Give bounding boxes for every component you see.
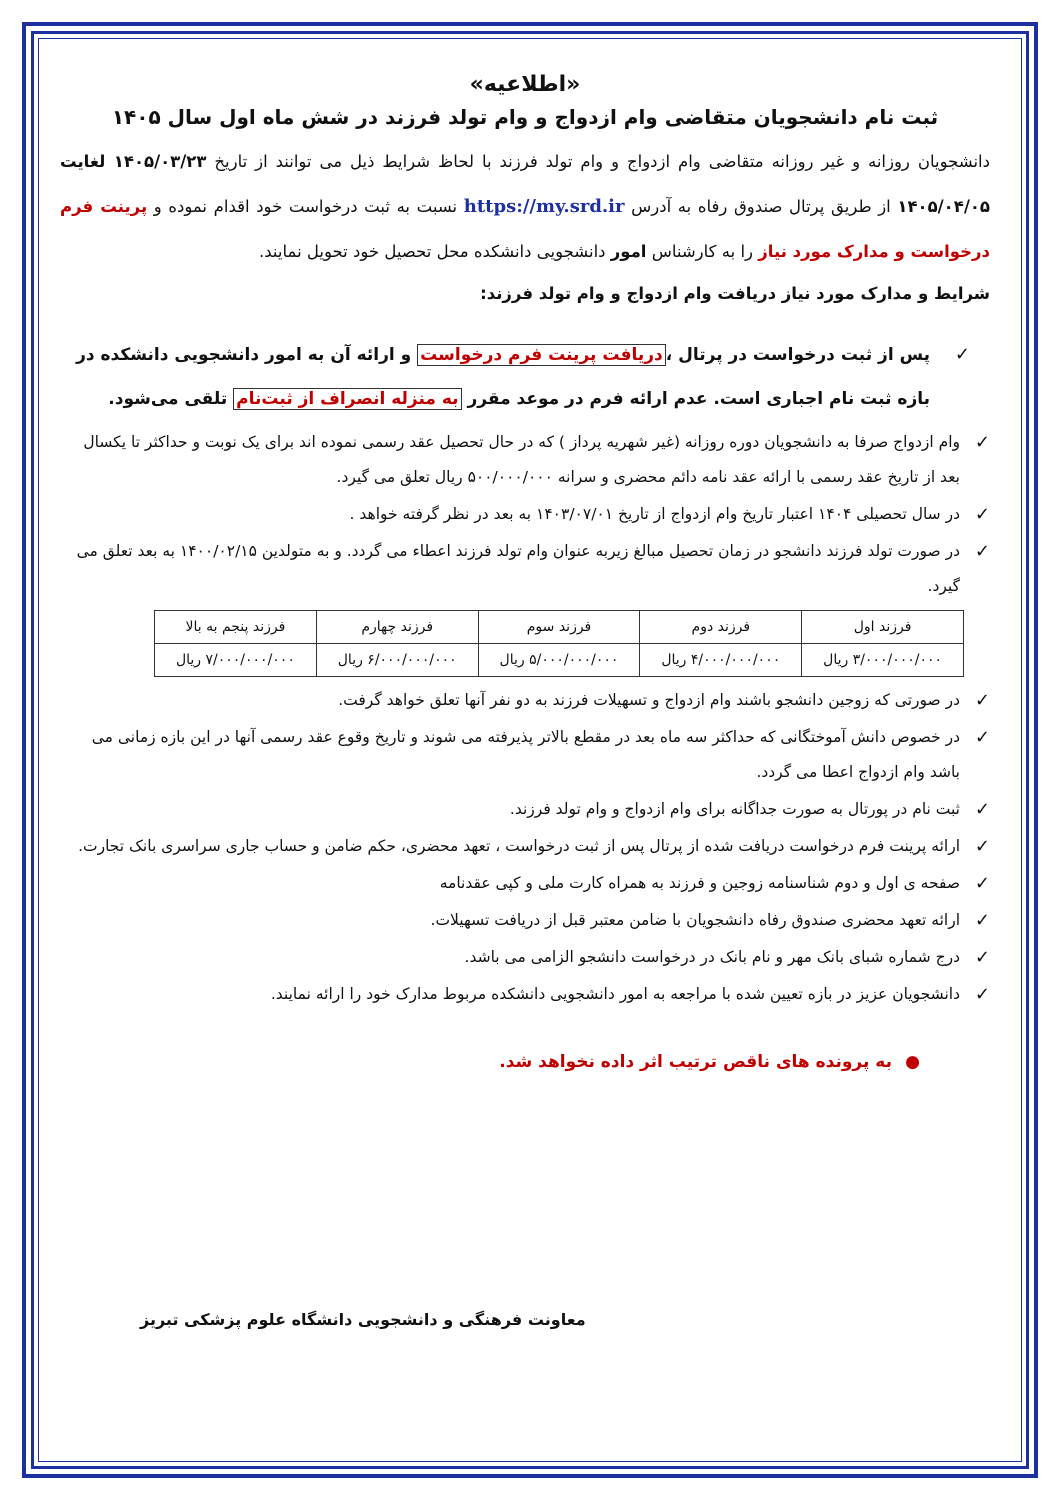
item12-text: دانشجویان عزیز در بازه تعیین شده با مراجعه به امور دانشجویی دانشکده مربوط مدارک خود را ارائه نمایند. [270, 985, 960, 1003]
list-item [60, 497, 990, 532]
list-item [60, 333, 990, 421]
table-row [155, 644, 964, 677]
list-item [60, 425, 990, 495]
check-icon: ✓ [974, 727, 990, 748]
list-item [60, 940, 990, 975]
intro-dates: ۱۴۰۵/۰۳/۲۳ لغایت ۱۴۰۵/۰۴/۰۵ [60, 152, 990, 216]
item1-text-c: تلقی می‌شود. [108, 389, 234, 409]
table-cell: ۴/۰۰۰/۰۰۰/۰۰۰ ریال [640, 644, 802, 677]
conditions-list-continued [60, 683, 990, 1012]
intro-paragraph [60, 139, 990, 274]
conditions-heading: شرایط و مدارک مورد نیاز دریافت وام ازدواج و وام تولد فرزند: [480, 284, 990, 303]
check-icon: ✓ [974, 504, 990, 525]
check-icon: ✓ [974, 432, 990, 453]
signature-line: معاونت فرهنگی و دانشجویی دانشگاه علوم پزشکی تبریز [140, 1310, 586, 1329]
child-loan-table [154, 610, 964, 677]
list-item [60, 829, 990, 864]
intro-required-docs: پرینت فرم درخواست و مدارک مورد نیاز [60, 197, 990, 261]
item5-text: در صورتی که زوجین دانشجو باشند وام ازدواج و تسهیلات فرزند به دو نفر آنها تعلق خواهد گرفت. [338, 691, 960, 709]
list-item [60, 683, 990, 718]
table-header-cell: فرزند اول [802, 611, 964, 644]
table-header-cell: فرزند دوم [640, 611, 802, 644]
intro-text-2: از طریق پرتال صندوق رفاه به آدرس [624, 197, 898, 216]
list-item [60, 903, 990, 938]
check-icon: ✓ [974, 541, 990, 562]
table-row [155, 611, 964, 644]
item2-text: وام ازدواج صرفا به دانشجویان دوره روزانه (غیر شهریه پرداز ) که در حال تحصیل عقد رسمی نموده اند برای یک نوبت و حداکثر تا یکسال بعد از تاریخ عقد رسمی با ارائه عقد نامه دائم محضری و سرانه ۵۰۰/۰۰۰/۰۰۰ ریال تعلق می گیرد. [83, 433, 960, 486]
item7-text: ثبت نام در پورتال به صورت جداگانه برای وام ازدواج و وام تولد فرزند. [509, 800, 960, 818]
item11-text: درج شماره شبای بانک مهر و نام بانک در درخواست دانشجو الزامی می باشد. [464, 948, 960, 966]
item6-text: در خصوص دانش آموختگانی که حداکثر سه ماه بعد در مقطع بالاتر پذیرفته می شوند و تاریخ وقوع عقد رسمی آنها در این بازه زمانی می باشد وام ازدواج اعطا می گردد. [91, 728, 960, 781]
table-header-cell: فرزند پنجم به بالا [155, 611, 317, 644]
intro-text-3: نسبت به ثبت درخواست خود اقدام نموده و [147, 197, 464, 216]
table-cell: ۳/۰۰۰/۰۰۰/۰۰۰ ریال [802, 644, 964, 677]
document-title: «اطلاعیه» [469, 72, 581, 97]
intro-amor: امور [610, 242, 647, 261]
check-icon: ✓ [954, 344, 970, 365]
item4-text: در صورت تولد فرزند دانشجو در زمان تحصیل مبالغ زیربه عنوان وام تولد فرزند اعطاء می گردد. و به متولدین ۱۴۰۰/۰۲/۱۵ به بعد تعلق می گیرد. [76, 542, 960, 595]
check-icon: ✓ [974, 836, 990, 857]
item3-text: در سال تحصیلی ۱۴۰۴ اعتبار تاریخ وام ازدواج از تاریخ ۱۴۰۳/۰۷/۰۱ به بعد در نظر گرفته خواهد . [349, 505, 960, 523]
table-cell: ۶/۰۰۰/۰۰۰/۰۰۰ ریال [316, 644, 478, 677]
intro-text-1: دانشجویان روزانه و غیر روزانه متقاضی وام ازدواج و وام تولد فرزند با لحاظ شرایط ذیل می توانند از تاریخ [206, 152, 990, 171]
notice-text: به پرونده های ناقص ترتیب اثر داده نخواهد شد. [499, 1052, 892, 1072]
intro-text-5: دانشجویی دانشکده محل تحصیل خود تحویل نمایند. [259, 242, 611, 261]
document-body [60, 72, 990, 1072]
check-icon: ✓ [974, 984, 990, 1005]
check-icon: ✓ [974, 947, 990, 968]
list-item [60, 977, 990, 1012]
item9-text: صفحه ی اول و دوم شناسنامه زوجین و فرزند به همراه کارت ملی و کپی عقدنامه [439, 874, 960, 892]
document-subtitle: ثبت نام دانشجویان متقاضی وام ازدواج و وام تولد فرزند در شش ماه اول سال ۱۴۰۵ [111, 105, 939, 129]
item1-text-a: پس از ثبت درخواست در پرتال ، [665, 345, 930, 365]
item1-boxed-2: به منزله انصراف از ثبت‌نام [233, 388, 461, 410]
check-icon: ✓ [974, 873, 990, 894]
list-item [60, 866, 990, 901]
list-item [60, 534, 990, 604]
item1-text-b: و ارائه آن به امور دانشجویی دانشکده در بازه ثبت نام اجباری است. عدم ارائه فرم در موعد مقرر [76, 345, 930, 409]
conditions-list [60, 333, 990, 604]
table-header-cell: فرزند چهارم [316, 611, 478, 644]
portal-url-link[interactable]: https://my.srd.ir [463, 196, 625, 217]
list-item [60, 720, 990, 790]
item10-text: ارائه تعهد محضری صندوق رفاه دانشجویان با ضامن معتبر قبل از دریافت تسهیلات. [430, 911, 960, 929]
check-icon: ✓ [974, 799, 990, 820]
table-cell: ۷/۰۰۰/۰۰۰/۰۰۰ ریال [155, 644, 317, 677]
bullet-dot-icon: ● [905, 1052, 920, 1072]
list-item [60, 792, 990, 827]
item1-boxed-1: دریافت پرینت فرم درخواست [417, 344, 666, 366]
check-icon: ✓ [974, 690, 990, 711]
check-icon: ✓ [974, 910, 990, 931]
table-header-cell: فرزند سوم [478, 611, 640, 644]
intro-text-4: را به کارشناس [646, 242, 759, 261]
incomplete-files-notice [60, 1052, 920, 1072]
table-cell: ۵/۰۰۰/۰۰۰/۰۰۰ ریال [478, 644, 640, 677]
item8-text: ارائه پرینت فرم درخواست دریافت شده از پرتال پس از ثبت درخواست ، تعهد محضری، حکم ضامن و حساب جاری سراسری بانک تجارت. [78, 837, 960, 855]
